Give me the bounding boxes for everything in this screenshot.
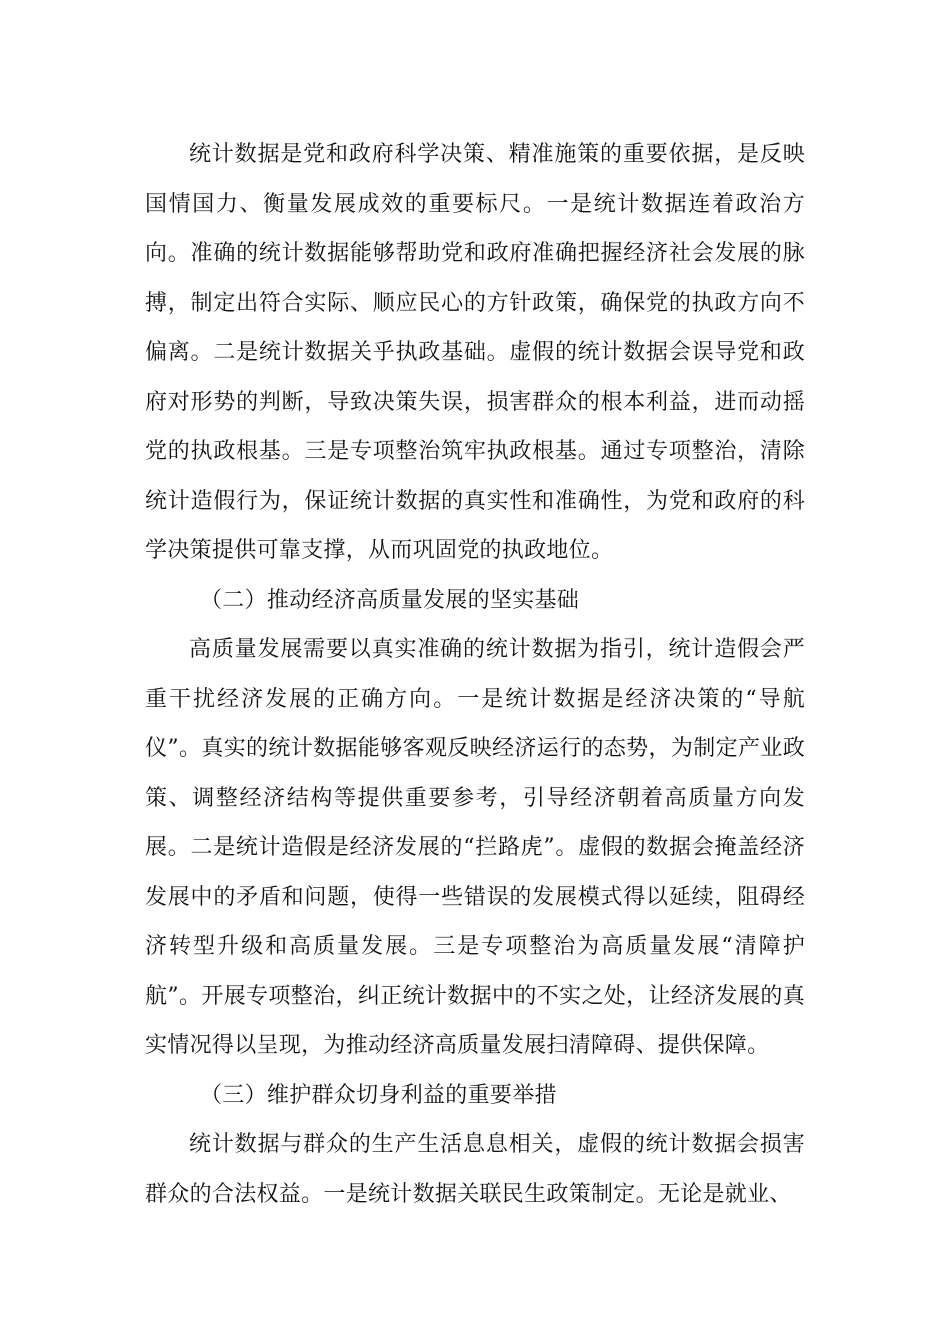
paragraph-public-interest: 统计数据与群众的生产生活息息相关，虚假的统计数据会损害群众的合法权益。一是统计数据关联民生政策制定。无论是就业、 bbox=[145, 1132, 805, 1207]
paragraph-statistics-political-role: 统计数据是党和政府科学决策、精准施策的重要依据，是反映国情国力、衡量发展成效的重要标尺。一是统计数据连着政治方向。准确的统计数据能够帮助党和政府准确把握经济社会发展的脉搏，制定出符合实际、顺应民心的方针政策，确保党的执政方向不偏离。二是统计数据关乎执政基础。虚假的统计数据会误导党和政府对形势的判断，导致决策失误，损害群众的根本利益，进而动摇党的执政根基。三是专项整治筑牢执政根基。通过专项整治，清除统计造假行为，保证统计数据的真实性和准确性，为党和政府的科学决策提供可靠支撑，从而巩固党的执政地位。 bbox=[145, 142, 805, 563]
section-heading-public-interest: （三）维护群众切身利益的重要举措 bbox=[200, 1082, 557, 1108]
paragraph-economic-development: 高质量发展需要以真实准确的统计数据为指引，统计造假会严重干扰经济发展的正确方向。一是统计数据是经济决策的“导航仪”。真实的统计数据能够客观反映经济运行的态势，为制定产业政策、调整经济结构等提供重要参考，引导经济朝着高质量方向发展。二是统计造假是经济发展的“拦路虎”。虚假的数据会掩盖经济发展中的矛盾和问题，使得一些错误的发展模式得以延续，阻碍经济转型升级和高质量发展。三是专项整治为高质量发展“清障护航”。开展专项整治，纠正统计数据中的不实之处，让经济发展的真实情况得以呈现，为推动经济高质量发展扫清障碍、提供保障。 bbox=[145, 637, 805, 1058]
section-heading-economic-development: （二）推动经济高质量发展的坚实基础 bbox=[200, 587, 580, 613]
document-body bbox=[145, 130, 805, 1219]
